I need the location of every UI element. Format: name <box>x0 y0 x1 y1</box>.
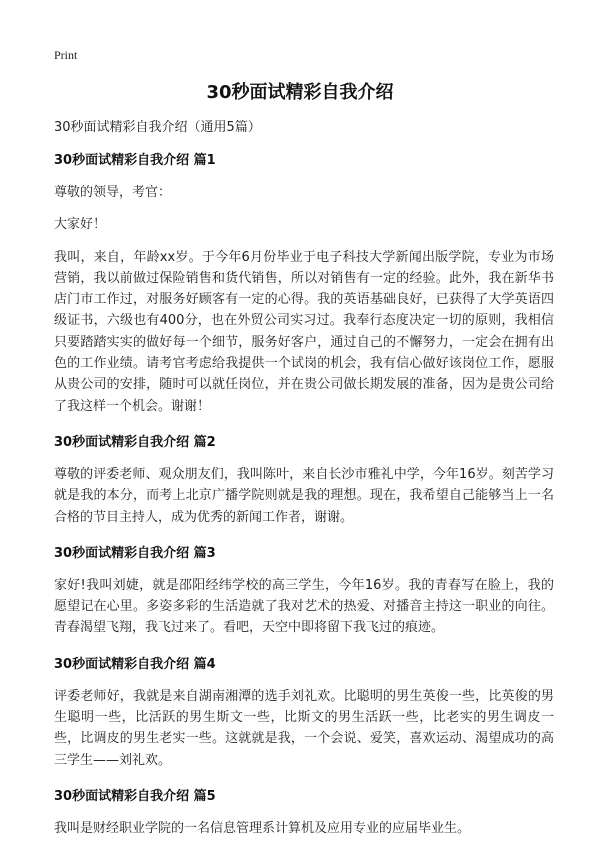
section-paragraph: 家好!我叫刘婕，就是邵阳经纬学校的高三学生，今年16岁。我的青春写在脸上，我的愿望记在心里。多姿多彩的生活造就了我对艺术的热爱、对播音主持这一职业的向往。青春渴望飞翔，我飞过来了。看吧，天空中即将留下我飞过的痕迹。 <box>54 577 554 636</box>
document-body <box>54 119 554 850</box>
section-paragraph: 我叫是财经职业学院的一名信息管理系计算机及应用专业的应届毕业生。 <box>54 820 471 836</box>
section-heading: 30秒面试精彩自我介绍 篇3 <box>54 545 216 561</box>
print-link[interactable]: Print <box>54 48 78 62</box>
section-5 <box>54 788 554 839</box>
section-heading: 30秒面试精彩自我介绍 篇5 <box>54 788 216 804</box>
section-1 <box>54 152 554 417</box>
section-paragraph: 尊敬的领导，考官： <box>54 185 172 200</box>
section-3 <box>54 545 554 639</box>
section-4 <box>54 656 554 771</box>
section-heading: 30秒面试精彩自我介绍 篇1 <box>54 153 216 168</box>
section-paragraph: 大家好！ <box>54 217 107 233</box>
section-2 <box>54 434 554 528</box>
section-paragraph: 我叫，来自，年龄xx岁。于今年6月份毕业于电子科技大学新闻出版学院，专业为市场营销，我以前做过保险销售和货代销售，所以对销售有一定的经验。此外，我在新华书店门市工作过，对服务好顾客有一定的心得。我的英语基础良好，已获得了大学英语四级证书，六级也有400分，也在外贸公司实习过。我奉行态度决定一切的原则，我相信只要踏踏实实的做好每一个细节，服务好客户，通过自己的不懈努力，一定会在拥有出色的工作业绩。请考官考虑给我提供一个试岗的机会，我有信心做好该岗位工作，愿服从贵公司的安排，随时可以就任岗位，并在贵公司做长期发展的准备，因为是贵公司给了我这样一个机会。谢谢！ <box>54 249 554 414</box>
document-subtitle: 30秒面试精彩自我介绍（通用5篇） <box>54 120 261 135</box>
section-heading: 30秒面试精彩自我介绍 篇4 <box>54 656 216 672</box>
document-title: 30秒面试精彩自我介绍 <box>206 82 394 103</box>
section-heading: 30秒面试精彩自我介绍 篇2 <box>54 434 216 450</box>
section-paragraph: 尊敬的评委老师、观众朋友们，我叫陈叶，来自长沙市雅礼中学，今年16岁。刻苦学习就是我的本分，而考上北京广播学院则就是我的理想。现在，我希望自己能够当上一名合格的节目主持人，成为优秀的新闻工作者，谢谢。 <box>54 466 554 525</box>
section-paragraph: 评委老师好，我就是来自湖南湘潭的选手刘礼欢。比聪明的男生英俊一些，比英俊的男生聪明一些，比活跃的男生斯文一些，比斯文的男生活跃一些，比老实的男生调皮一些，比调皮的男生老实一些。这就就是我，一个会说、爱笑，喜欢运动、渴望成功的高三学生——刘礼欢。 <box>54 688 554 768</box>
